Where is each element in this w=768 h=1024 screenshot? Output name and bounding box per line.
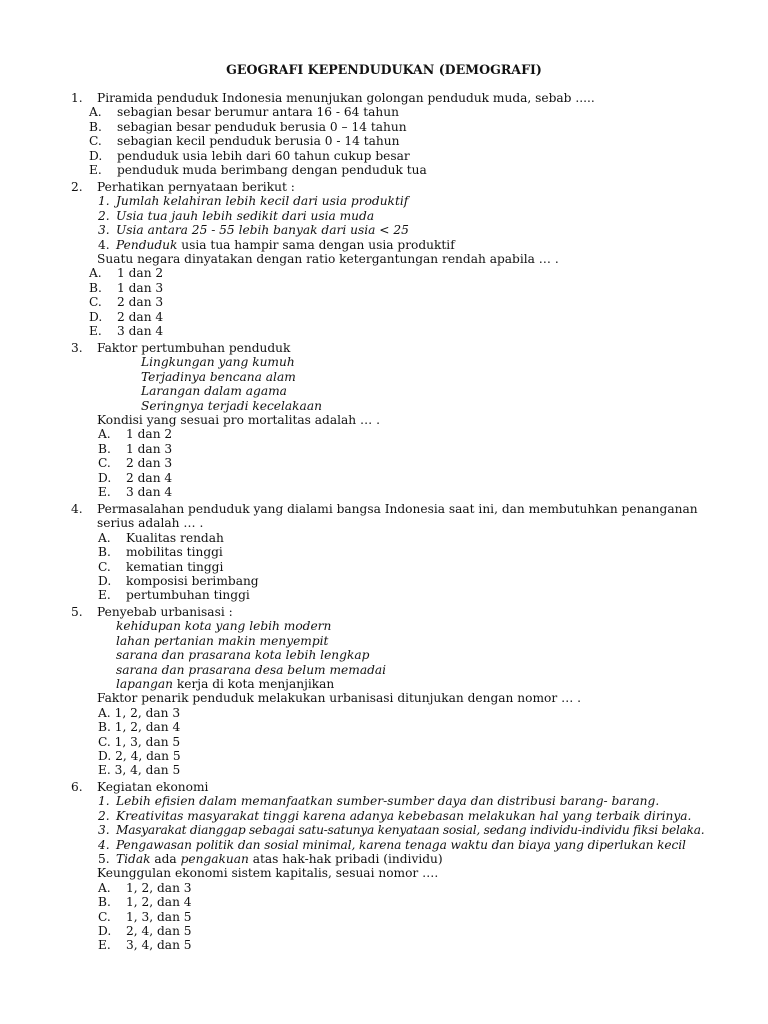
statement-2: Terjadinya bencana alam [141, 369, 296, 384]
question-number: 1. [71, 91, 83, 105]
option-e: E. 3 dan 4 [89, 323, 164, 338]
option-d: D. 2, 4, dan 5 [98, 748, 181, 763]
option-e: E. 3 dan 4 [98, 484, 173, 499]
question-text: Faktor pertumbuhan penduduk [97, 341, 291, 355]
option-c: C. sebagian kecil penduduk berusia 0 - 14 tahun [89, 134, 400, 149]
option-c: C. 2 dan 3 [98, 456, 173, 471]
option-c: C. 1, 3, dan 5 [98, 909, 192, 924]
option-d: D. 2 dan 4 [98, 470, 173, 485]
option-b: B. 1, 2, dan 4 [98, 895, 192, 910]
statement-4: 4. Penduduk usia tua hampir sama dengan usia produktif [98, 237, 455, 252]
option-a: A. 1, 2, dan 3 [98, 705, 181, 720]
question-2 [0, 180, 768, 338]
option-b: B. sebagian besar penduduk berusia 0 – 14 tahun [89, 119, 407, 134]
question-text: Penyebab urbanisasi : [97, 605, 233, 619]
statement-1: kehidupan kota yang lebih modern [116, 619, 332, 634]
statement-1: Lingkungan yang kumuh [141, 355, 295, 370]
question-number: 6. [71, 780, 83, 794]
option-c: C. kematian tinggi [98, 559, 224, 574]
question-number: 2. [71, 180, 83, 194]
statement-3: 3. Masyarakat dianggap sebagai satu-satunya kenyataan sosial, sedang individu-individu fiksi belaka. [98, 823, 705, 838]
question-4 [0, 502, 768, 603]
question-6 [0, 780, 768, 953]
question-text: Perhatikan pernyataan berikut : [97, 180, 295, 194]
option-d: D. 2, 4, dan 5 [98, 923, 192, 938]
option-e: E. penduduk muda berimbang dengan penduduk tua [89, 162, 427, 177]
statement-5: lapangan kerja di kota menjanjikan [116, 676, 335, 691]
question-1 [0, 91, 768, 177]
option-a: A. Kualitas rendah [98, 530, 224, 545]
question-number: 3. [71, 341, 83, 355]
statement-4: sarana dan prasarana desa belum memadai [116, 662, 387, 677]
option-b: B. 1 dan 3 [89, 280, 164, 295]
statement-1: 1. Lebih efisien dalam memanfaatkan sumber-sumber daya dan distribusi barang- barang. [98, 794, 660, 809]
option-a: A. sebagian besar berumur antara 16 - 64 tahun [89, 105, 399, 120]
question-prompt: Suatu negara dinyatakan dengan ratio ketergantungan rendah apabila … . [97, 251, 559, 266]
option-b: B. 1 dan 3 [98, 441, 173, 456]
option-e: E. 3, 4, dan 5 [98, 938, 192, 953]
question-prompt: Kondisi yang sesuai pro mortalitas adalah … . [97, 412, 380, 427]
statement-3: sarana dan prasarana kota lebih lengkap [116, 648, 370, 663]
statement-4: 4. Pengawasan politik dan sosial minimal, karena tenaga waktu dan biaya yang diperlukan kecil [98, 837, 686, 852]
statement-3: Larangan dalam agama [141, 384, 287, 399]
option-b: B. 1, 2, dan 4 [98, 720, 181, 735]
question-5 [0, 605, 768, 778]
question-3 [0, 341, 768, 499]
question-text: Piramida penduduk Indonesia menunjukan golongan penduduk muda, sebab ..... [97, 91, 595, 105]
option-b: B. mobilitas tinggi [98, 545, 223, 560]
option-e: E. pertumbuhan tinggi [98, 588, 250, 603]
question-text: Kegiatan ekonomi [97, 780, 209, 794]
statement-5: 5. Tidak ada pengakuan atas hak-hak pribadi (individu) [98, 851, 443, 866]
question-text: Permasalahan penduduk yang dialami bangsa Indonesia saat ini, dan membutuhkan penanganan [97, 502, 698, 516]
page-title: GEOGRAFI KEPENDUDUKAN (DEMOGRAFI) [226, 62, 542, 77]
option-a: A. 1 dan 2 [89, 266, 164, 281]
question-prompt: Keunggulan ekonomi sistem kapitalis, sesuai nomor …. [97, 866, 439, 881]
question-text-cont: serius adalah … . [97, 516, 204, 531]
option-a: A. 1, 2, dan 3 [98, 880, 192, 895]
option-e: E. 3, 4, dan 5 [98, 763, 181, 778]
statement-2: lahan pertanian makin menyempit [116, 633, 329, 648]
statement-2: 2. Usia tua jauh lebih sedikit dari usia muda [98, 208, 375, 223]
option-d: D. penduduk usia lebih dari 60 tahun cukup besar [89, 148, 410, 163]
question-number: 4. [71, 502, 83, 516]
statement-4: Seringnya terjadi kecelakaan [141, 398, 322, 413]
option-c: C. 1, 3, dan 5 [98, 734, 181, 749]
option-d: D. komposisi berimbang [98, 573, 259, 588]
question-prompt: Faktor penarik penduduk melakukan urbanisasi ditunjukan dengan nomor … . [97, 691, 581, 706]
option-d: D. 2 dan 4 [89, 309, 164, 324]
statement-1: 1. Jumlah kelahiran lebih kecil dari usia produktif [98, 194, 409, 209]
statement-2: 2. Kreativitas masyarakat tinggi karena adanya kebebasan melakukan hal yang terbaik dirinya. [98, 808, 692, 823]
statement-3: 3. Usia antara 25 - 55 lebih banyak dari usia < 25 [98, 223, 409, 238]
option-a: A. 1 dan 2 [98, 427, 173, 442]
question-number: 5. [71, 605, 83, 619]
option-c: C. 2 dan 3 [89, 295, 164, 310]
